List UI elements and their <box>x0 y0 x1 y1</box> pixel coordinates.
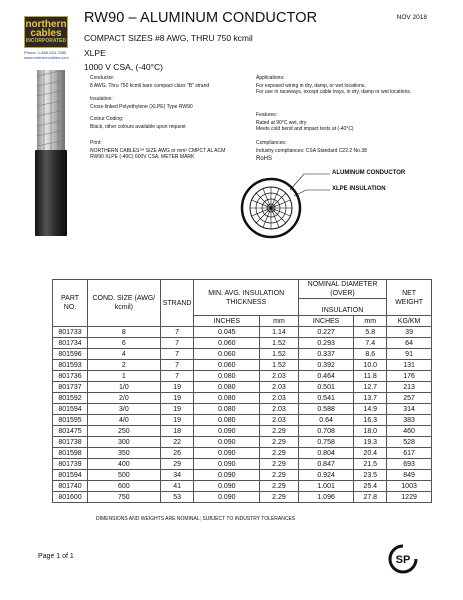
table-row <box>53 360 432 371</box>
cell-net-weight: 91 <box>387 349 432 360</box>
cell-thickness-mm: 2.03 <box>260 393 299 404</box>
print-text-1: NORTHERN CABLES™ SIZE AWG or mm² CMPCT AL ACM <box>90 147 226 154</box>
brand-phone: Phone: 1-866-524-7050 <box>24 50 67 55</box>
cell-diameter-mm: 5.8 <box>354 327 387 338</box>
cell-strand: 41 <box>160 481 194 492</box>
compliances-section <box>256 140 436 163</box>
cell-thickness-inches: 0.060 <box>194 360 260 371</box>
cell-thickness-inches: 0.090 <box>194 492 260 503</box>
compliances-text-1: Industry compliances: CSA Standard C22.2 No.38 <box>256 147 367 154</box>
cell-part-no: 801593 <box>53 360 88 371</box>
table-row <box>53 426 432 437</box>
cell-part-no: 801736 <box>53 371 88 382</box>
col-min-avg-insulation: MIN. AVG. INSULATION THICKNESS <box>194 280 298 316</box>
cell-cond-size: 6 <box>88 338 161 349</box>
cell-diameter-inches: 0.464 <box>298 371 353 382</box>
callout-leader-lines <box>290 168 330 198</box>
cell-thickness-inches: 0.090 <box>194 437 260 448</box>
cell-diameter-mm: 7.4 <box>354 338 387 349</box>
print-section <box>90 140 240 161</box>
cell-diameter-inches: 0.227 <box>298 327 353 338</box>
cell-diameter-mm: 11.8 <box>354 371 387 382</box>
cell-diameter-inches: 0.392 <box>298 360 353 371</box>
cell-cond-size: 600 <box>88 481 161 492</box>
page-title: RW90 – ALUMINUM CONDUCTOR <box>84 10 318 26</box>
spec-table <box>52 279 432 503</box>
col-insulation: INSULATION <box>298 299 386 316</box>
cell-diameter-inches: 0.337 <box>298 349 353 360</box>
table-row <box>53 481 432 492</box>
cell-diameter-mm: 13.7 <box>354 393 387 404</box>
callout-xlpe-insulation: XLPE INSULATION <box>332 186 386 192</box>
cell-net-weight: 528 <box>387 437 432 448</box>
features-text-1: Rated at 90°C wet, dry <box>256 119 307 126</box>
brand-name-line3: INCORPORATED <box>25 38 67 44</box>
table-row <box>53 382 432 393</box>
cell-thickness-inches: 0.060 <box>194 349 260 360</box>
cell-part-no: 801594 <box>53 470 88 481</box>
cell-cond-size: 2 <box>88 360 161 371</box>
table-row <box>53 349 432 360</box>
table-row <box>53 492 432 503</box>
cell-strand: 7 <box>160 349 194 360</box>
cell-diameter-mm: 14.9 <box>354 404 387 415</box>
cell-thickness-mm: 2.29 <box>260 426 299 437</box>
conductor-text: 8 AWG. Thru 750 kcmil bare compact class "B" strand <box>90 82 210 89</box>
cell-net-weight: 257 <box>387 393 432 404</box>
cell-thickness-mm: 2.29 <box>260 470 299 481</box>
cell-diameter-mm: 20.4 <box>354 448 387 459</box>
cell-net-weight: 693 <box>387 459 432 470</box>
cell-thickness-mm: 2.03 <box>260 415 299 426</box>
cell-strand: 22 <box>160 437 194 448</box>
cell-cond-size: 3/0 <box>88 404 161 415</box>
csa-mark-text: SP <box>395 554 411 566</box>
cell-thickness-mm: 2.29 <box>260 481 299 492</box>
col-diameter-mm: mm <box>354 316 387 327</box>
brand-name-line2: cables <box>30 28 62 39</box>
cell-part-no: 801734 <box>53 338 88 349</box>
cell-cond-size: 8 <box>88 327 161 338</box>
cell-part-no: 801600 <box>53 492 88 503</box>
col-net-weight: NET WEIGHT <box>387 280 432 316</box>
cell-thickness-inches: 0.080 <box>194 404 260 415</box>
insulation-section <box>90 96 230 110</box>
subtitle-sizes: COMPACT SIZES #8 AWG, THRU 750 kcmil <box>84 33 253 43</box>
cell-diameter-inches: 0.924 <box>298 470 353 481</box>
cell-strand: 7 <box>160 371 194 382</box>
table-row <box>53 415 432 426</box>
cell-cond-size: 300 <box>88 437 161 448</box>
applications-section <box>256 75 436 96</box>
cell-thickness-mm: 1.52 <box>260 349 299 360</box>
cell-diameter-mm: 8.6 <box>354 349 387 360</box>
cell-part-no: 801596 <box>53 349 88 360</box>
cell-part-no: 801475 <box>53 426 88 437</box>
insulation-text: Cross-linked Polyethylene (XLPE) Type RW90 <box>90 103 193 110</box>
subtitle-insulation: XLPE <box>84 48 106 58</box>
cell-strand: 29 <box>160 459 194 470</box>
cell-thickness-mm: 1.14 <box>260 327 299 338</box>
cell-thickness-inches: 0.080 <box>194 382 260 393</box>
cell-diameter-mm: 21.5 <box>354 459 387 470</box>
cell-diameter-inches: 0.708 <box>298 426 353 437</box>
callout-aluminum-conductor: ALUMINUM CONDUCTOR <box>332 170 406 176</box>
cell-diameter-mm: 18.0 <box>354 426 387 437</box>
cell-thickness-inches: 0.045 <box>194 327 260 338</box>
cell-net-weight: 131 <box>387 360 432 371</box>
cell-part-no: 801740 <box>53 481 88 492</box>
applications-text-1: For exposed wiring in dry, damp, or wet locations. <box>256 82 366 89</box>
cell-diameter-inches: 0.758 <box>298 437 353 448</box>
cell-strand: 19 <box>160 393 194 404</box>
cell-cond-size: 250 <box>88 426 161 437</box>
cell-cond-size: 350 <box>88 448 161 459</box>
cell-part-no: 801594 <box>53 404 88 415</box>
cell-strand: 34 <box>160 470 194 481</box>
cell-thickness-inches: 0.080 <box>194 371 260 382</box>
cell-thickness-mm: 2.29 <box>260 437 299 448</box>
cable-side-image <box>30 68 74 238</box>
table-row <box>53 437 432 448</box>
cell-net-weight: 1003 <box>387 481 432 492</box>
cell-diameter-inches: 1.096 <box>298 492 353 503</box>
table-row <box>53 459 432 470</box>
cell-part-no: 801595 <box>53 415 88 426</box>
cell-diameter-mm: 12.7 <box>354 382 387 393</box>
cell-diameter-inches: 0.541 <box>298 393 353 404</box>
col-strand: STRAND <box>160 280 194 327</box>
cell-net-weight: 314 <box>387 404 432 415</box>
cell-thickness-mm: 2.29 <box>260 448 299 459</box>
cell-net-weight: 213 <box>387 382 432 393</box>
subtitle-rating: 1000 V CSA, (-40°C) <box>84 62 163 72</box>
table-row <box>53 393 432 404</box>
cell-cond-size: 400 <box>88 459 161 470</box>
cell-net-weight: 176 <box>387 371 432 382</box>
cell-cond-size: 1 <box>88 371 161 382</box>
cell-net-weight: 383 <box>387 415 432 426</box>
cell-strand: 19 <box>160 404 194 415</box>
cell-net-weight: 849 <box>387 470 432 481</box>
cell-strand: 18 <box>160 426 194 437</box>
cell-strand: 7 <box>160 360 194 371</box>
applications-text-2: For use in raceways, except cable trays, in dry, damp or wet locations. <box>256 89 412 95</box>
table-row <box>53 404 432 415</box>
table-row <box>53 371 432 382</box>
print-text-2: RW90 XLPE (-40C) 600V CSA, METER MARK <box>90 154 195 160</box>
conductor-heading: Conductor: <box>90 75 115 81</box>
cell-diameter-inches: 0.804 <box>298 448 353 459</box>
cell-thickness-inches: 0.090 <box>194 481 260 492</box>
cell-thickness-mm: 1.52 <box>260 360 299 371</box>
cell-part-no: 801738 <box>53 437 88 448</box>
cell-strand: 19 <box>160 382 194 393</box>
cell-thickness-mm: 1.52 <box>260 338 299 349</box>
applications-heading: Applications: <box>256 75 285 81</box>
cell-diameter-inches: 0.64 <box>298 415 353 426</box>
cell-thickness-mm: 2.29 <box>260 492 299 503</box>
brand-logo <box>24 16 68 48</box>
cell-cond-size: 500 <box>88 470 161 481</box>
cell-strand: 7 <box>160 338 194 349</box>
brand-name-line1: northern <box>25 19 67 30</box>
brand-website-link[interactable]: www.northerncables.com <box>24 55 69 60</box>
tolerance-note: DIMENSIONS AND WEIGHTS ARE NOMINAL; SUBJECT TO INDUSTRY TOLERANCES <box>96 516 296 522</box>
col-diameter-inches: INCHES <box>298 316 353 327</box>
cell-thickness-inches: 0.090 <box>194 470 260 481</box>
cell-cond-size: 750 <box>88 492 161 503</box>
col-thickness-inches: INCHES <box>194 316 260 327</box>
cell-part-no: 801733 <box>53 327 88 338</box>
cell-diameter-inches: 1.001 <box>298 481 353 492</box>
cell-diameter-mm: 10.0 <box>354 360 387 371</box>
cell-thickness-inches: 0.090 <box>194 426 260 437</box>
cell-cond-size: 2/0 <box>88 393 161 404</box>
table-row <box>53 470 432 481</box>
features-text-2: Meets cold bend and impact tests at (-40°C) <box>256 126 354 132</box>
col-part-no: PART NO. <box>53 280 88 327</box>
cell-cond-size: 1/0 <box>88 382 161 393</box>
cell-net-weight: 64 <box>387 338 432 349</box>
table-row <box>53 448 432 459</box>
cell-diameter-inches: 0.588 <box>298 404 353 415</box>
col-cond-size: COND. SIZE (AWG/ kcmil) <box>88 280 161 327</box>
features-heading: Features: <box>256 112 278 118</box>
col-thickness-mm: mm <box>260 316 299 327</box>
cell-part-no: 801592 <box>53 393 88 404</box>
features-section <box>256 112 436 133</box>
cell-diameter-mm: 25.4 <box>354 481 387 492</box>
cell-cond-size: 4/0 <box>88 415 161 426</box>
cell-net-weight: 617 <box>387 448 432 459</box>
cell-thickness-inches: 0.080 <box>194 393 260 404</box>
colour-text: Black, other colours available upon request <box>90 123 186 130</box>
cell-thickness-mm: 2.29 <box>260 459 299 470</box>
cell-part-no: 801598 <box>53 448 88 459</box>
colour-heading: Colour Coding: <box>90 116 124 122</box>
compliances-heading: Compliances: <box>256 140 287 146</box>
cell-net-weight: 460 <box>387 426 432 437</box>
col-kg-km: KG/KM <box>387 316 432 327</box>
cell-net-weight: 1229 <box>387 492 432 503</box>
conductor-section <box>90 75 230 89</box>
cell-strand: 7 <box>160 327 194 338</box>
cell-strand: 26 <box>160 448 194 459</box>
cell-thickness-mm: 2.03 <box>260 382 299 393</box>
csa-certification-mark <box>388 544 418 574</box>
page-number: Page 1 of 1 <box>38 553 74 560</box>
cell-diameter-mm: 27.8 <box>354 492 387 503</box>
print-heading: Print: <box>90 140 102 146</box>
cell-diameter-inches: 0.847 <box>298 459 353 470</box>
cell-thickness-inches: 0.080 <box>194 415 260 426</box>
table-row <box>53 338 432 349</box>
cell-part-no: 801739 <box>53 459 88 470</box>
cell-strand: 19 <box>160 415 194 426</box>
insulation-heading: Insulation: <box>90 96 113 102</box>
cell-thickness-inches: 0.090 <box>194 448 260 459</box>
cell-diameter-inches: 0.293 <box>298 338 353 349</box>
cell-thickness-mm: 2.03 <box>260 371 299 382</box>
cell-thickness-inches: 0.060 <box>194 338 260 349</box>
cell-part-no: 801737 <box>53 382 88 393</box>
document-date: NOV 2018 <box>396 14 427 21</box>
cell-diameter-mm: 19.3 <box>354 437 387 448</box>
brand-contact <box>24 50 69 60</box>
cell-thickness-mm: 2.03 <box>260 404 299 415</box>
cell-diameter-mm: 16.3 <box>354 415 387 426</box>
compliances-text-2: RoHS <box>256 156 273 162</box>
table-row <box>53 327 432 338</box>
colour-section <box>90 116 230 130</box>
cell-strand: 53 <box>160 492 194 503</box>
cell-cond-size: 4 <box>88 349 161 360</box>
col-nominal-diameter: NOMINAL DIAMETER (OVER) <box>298 280 386 299</box>
cell-thickness-inches: 0.090 <box>194 459 260 470</box>
cell-diameter-mm: 23.5 <box>354 470 387 481</box>
cell-diameter-inches: 0.501 <box>298 382 353 393</box>
cell-net-weight: 39 <box>387 327 432 338</box>
